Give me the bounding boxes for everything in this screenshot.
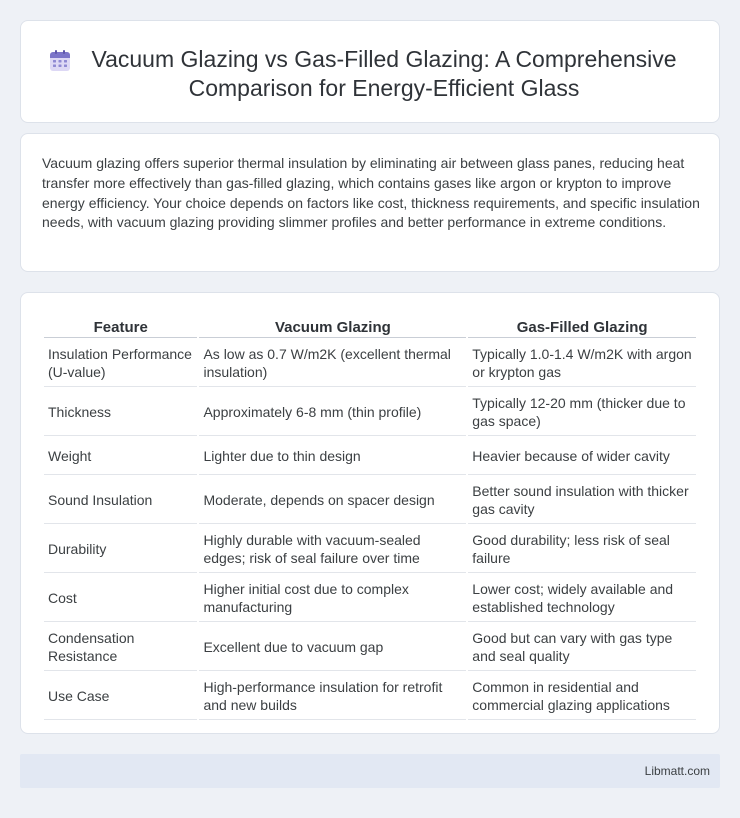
summary-paragraph: Vacuum glazing offers superior thermal insulation by eliminating air between glass panes, reducing heat transfer more effectively than gas-filled glazing, which contains gases like argon or krypton to improve energy efficiency. Your choice depends on factors like cost, thickness requirements, and specific insulation needs, with vacuum glazing providing slimmer profiles and better performance in extreme conditions. <box>42 155 700 231</box>
vacuum-cell: Moderate, depends on spacer design <box>199 477 466 524</box>
gas-filled-cell: Lower cost; widely available and established technology <box>468 575 696 622</box>
gas-filled-cell: Heavier because of wider cavity <box>468 438 696 475</box>
gas-filled-cell: Good durability; less risk of seal failure <box>468 526 696 573</box>
gas-filled-cell: Better sound insulation with thicker gas cavity <box>468 477 696 524</box>
header-gas-filled-glazing: Gas-Filled Glazing <box>468 316 696 338</box>
gas-filled-cell: Typically 1.0-1.4 W/m2K with argon or krypton gas <box>468 340 696 387</box>
feature-cell: Use Case <box>44 673 197 720</box>
comparison-table-card <box>20 292 720 734</box>
table-row <box>44 477 696 524</box>
gas-filled-cell: Typically 12-20 mm (thicker due to gas space) <box>468 389 696 436</box>
vacuum-cell: Approximately 6-8 mm (thin profile) <box>199 389 466 436</box>
page-title: Vacuum Glazing vs Gas-Filled Glazing: A Comprehensive Comparison for Energy-Efficient Glass <box>91 46 677 101</box>
feature-cell: Cost <box>44 575 197 622</box>
footer-bar <box>20 754 720 788</box>
footer-site-link[interactable]: Libmatt.com <box>644 764 710 778</box>
feature-cell: Insulation Performance (U-value) <box>44 340 197 387</box>
feature-cell: Weight <box>44 438 197 475</box>
table-row <box>44 340 696 387</box>
feature-cell: Condensation Resistance <box>44 624 197 671</box>
vacuum-cell: Highly durable with vacuum-sealed edges; risk of seal failure over time <box>199 526 466 573</box>
summary-card <box>20 133 720 272</box>
header-feature: Feature <box>44 316 197 338</box>
feature-cell: Durability <box>44 526 197 573</box>
title-card <box>20 20 720 123</box>
table-row <box>44 438 696 475</box>
feature-cell: Sound Insulation <box>44 477 197 524</box>
table-row <box>44 526 696 573</box>
vacuum-cell: Lighter due to thin design <box>199 438 466 475</box>
table-row <box>44 624 696 671</box>
vacuum-cell: As low as 0.7 W/m2K (excellent thermal insulation) <box>199 340 466 387</box>
gas-filled-cell: Common in residential and commercial glazing applications <box>468 673 696 720</box>
gas-filled-cell: Good but can vary with gas type and seal quality <box>468 624 696 671</box>
header-vacuum-glazing: Vacuum Glazing <box>199 316 466 338</box>
table-row <box>44 575 696 622</box>
vacuum-cell: Higher initial cost due to complex manufacturing <box>199 575 466 622</box>
vacuum-cell: High-performance insulation for retrofit and new builds <box>199 673 466 720</box>
table-row <box>44 389 696 436</box>
vacuum-cell: Excellent due to vacuum gap <box>199 624 466 671</box>
table-header-row <box>44 316 696 338</box>
comparison-table <box>42 314 698 722</box>
table-row <box>44 673 696 720</box>
feature-cell: Thickness <box>44 389 197 436</box>
